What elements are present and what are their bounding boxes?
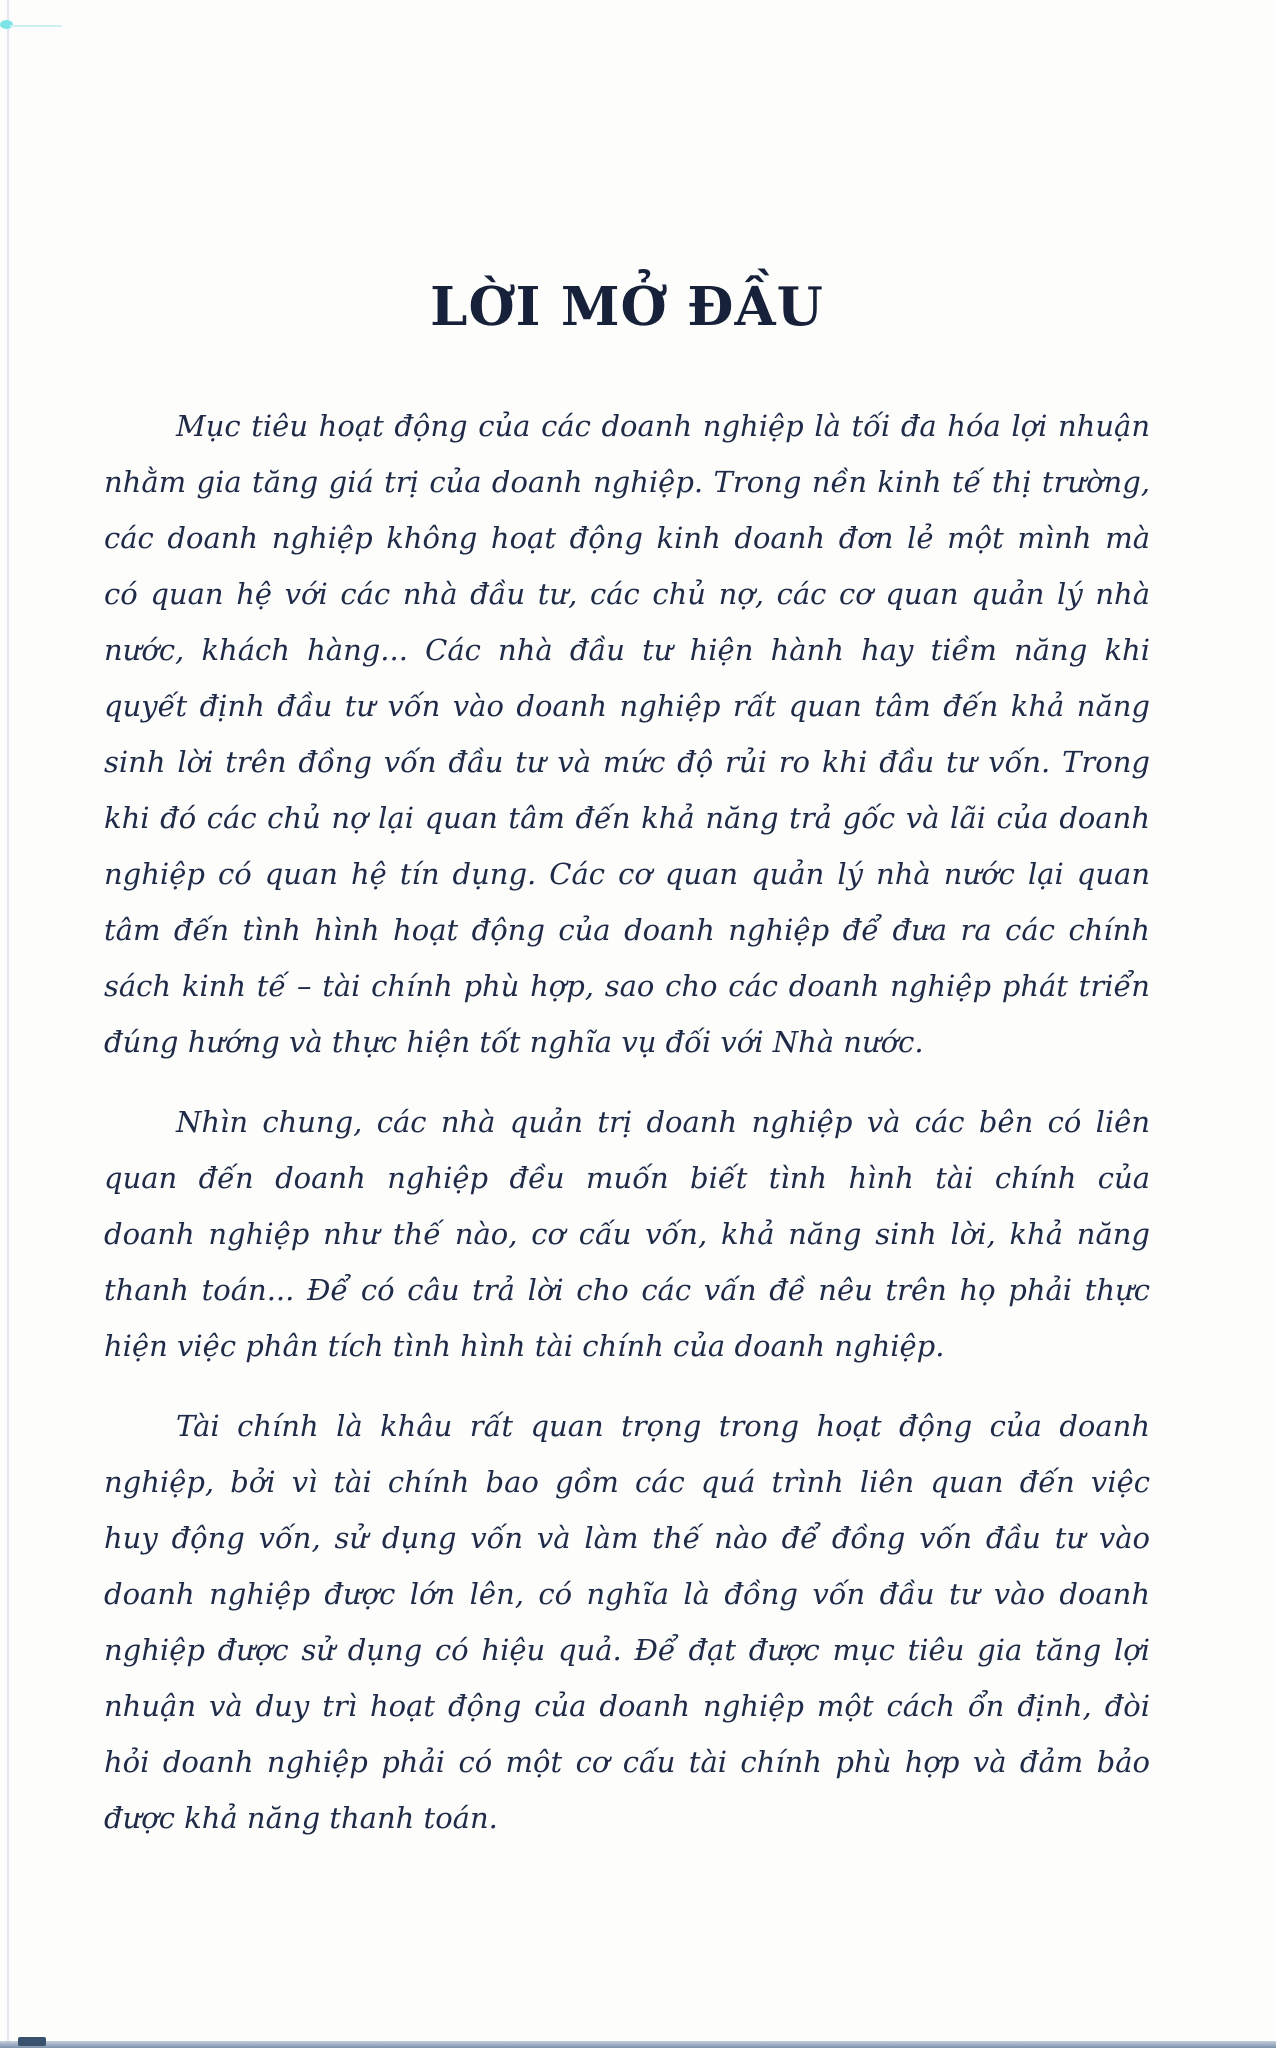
scan-artifact-streak [10, 25, 62, 27]
text-line: có quan hệ với các nhà đầu tư, các chủ nợ, các cơ quan quản lý nhà [104, 577, 1150, 611]
text-line: hỏi doanh nghiệp phải có một cơ cấu tài chính phù hợp và đảm bảo [104, 1745, 1150, 1779]
page-content [104, 272, 1150, 1846]
text-line: Tài chính là khâu rất quan trọng trong hoạt động của doanh [176, 1409, 1150, 1443]
text-line: nghiệp, bởi vì tài chính bao gồm các quá trình liên quan đến việc [104, 1465, 1150, 1499]
text-line: thanh toán... Để có câu trả lời cho các vấn đề nêu trên họ phải thực [104, 1273, 1150, 1307]
text-line: tâm đến tình hình hoạt động của doanh nghiệp để đưa ra các chính [104, 913, 1150, 947]
text-line: được khả năng thanh toán. [104, 1801, 498, 1835]
text-line: nghiệp được sử dụng có hiệu quả. Để đạt được mục tiêu gia tăng lợi [104, 1633, 1150, 1667]
text-line: quyết định đầu tư vốn vào doanh nghiệp rất quan tâm đến khả năng [104, 689, 1150, 723]
text-line: nhằm gia tăng giá trị của doanh nghiệp. Trong nền kinh tế thị trường, [104, 465, 1150, 499]
scan-artifact-bottom-mark [18, 2037, 46, 2046]
text-line: các doanh nghiệp không hoạt động kinh doanh đơn lẻ một mình mà [104, 521, 1150, 555]
text-line: huy động vốn, sử dụng vốn và làm thế nào để đồng vốn đầu tư vào [104, 1521, 1150, 1555]
text-line: Nhìn chung, các nhà quản trị doanh nghiệp và các bên có liên [176, 1105, 1150, 1139]
paragraph [104, 1398, 1150, 1846]
text-line: khi đó các chủ nợ lại quan tâm đến khả năng trả gốc và lãi của doanh [104, 801, 1150, 835]
text-line: sinh lời trên đồng vốn đầu tư và mức độ rủi ro khi đầu tư vốn. Trong [104, 745, 1150, 779]
text-line: Mục tiêu hoạt động của các doanh nghiệp là tối đa hóa lợi nhuận [176, 409, 1150, 443]
page-bottom-edge [0, 2041, 1276, 2048]
text-line: hiện việc phân tích tình hình tài chính của doanh nghiệp. [104, 1329, 945, 1363]
text-line: đúng hướng và thực hiện tốt nghĩa vụ đối với Nhà nước. [104, 1025, 924, 1059]
text-line: doanh nghiệp được lớn lên, có nghĩa là đồng vốn đầu tư vào doanh [104, 1577, 1150, 1611]
paragraph [104, 398, 1150, 1070]
text-line: nhuận và duy trì hoạt động của doanh nghiệp một cách ổn định, đòi [104, 1689, 1150, 1723]
text-line: nước, khách hàng... Các nhà đầu tư hiện hành hay tiềm năng khi [104, 633, 1150, 667]
text-line: doanh nghiệp như thế nào, cơ cấu vốn, khả năng sinh lời, khả năng [104, 1217, 1150, 1251]
text-line: quan đến doanh nghiệp đều muốn biết tình hình tài chính của [104, 1161, 1150, 1195]
scanner-edge-line [7, 0, 9, 2048]
text-line: sách kinh tế – tài chính phù hợp, sao cho các doanh nghiệp phát triển [104, 969, 1150, 1003]
paragraph [104, 1094, 1150, 1374]
text-line: nghiệp có quan hệ tín dụng. Các cơ quan quản lý nhà nước lại quan [104, 857, 1150, 891]
page-title: LỜI MỞ ĐẦU [430, 276, 824, 338]
